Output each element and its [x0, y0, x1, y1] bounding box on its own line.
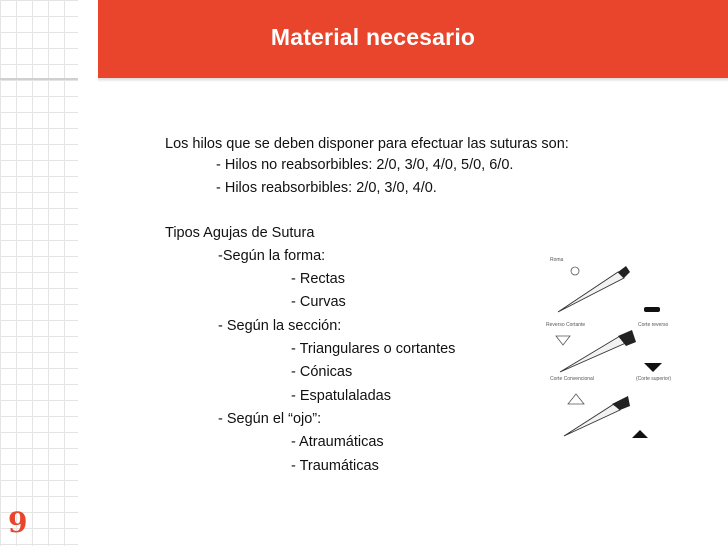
- round-needle-icon: [558, 272, 624, 312]
- triangular-section-icon: [644, 363, 662, 372]
- list-item: - Traumáticas: [291, 458, 379, 474]
- hilos-no-reabsorbibles: - Hilos no reabsorbibles: 2/0, 3/0, 4/0, 5/0, 6/0.: [216, 157, 514, 173]
- needle-types-illustration: [540, 250, 690, 450]
- caption-corte-reverso: Corte reverso: [638, 322, 669, 328]
- segun-ojo-heading: - Según el “ojo”:: [218, 411, 322, 427]
- tipos-agujas-heading: Tipos Agujas de Sutura: [165, 225, 315, 241]
- round-section-icon: [571, 267, 579, 275]
- list-item: - Espatulaladas: [291, 388, 391, 404]
- segun-seccion-heading: - Según la sección:: [218, 318, 342, 334]
- segun-forma-heading: -Según la forma:: [218, 248, 326, 264]
- intro-text: Los hilos que se deben disponer para efectuar las suturas son:: [165, 136, 569, 152]
- reverse-cutting-section-icon: [556, 336, 570, 345]
- caption-roma: Roma: [550, 257, 564, 263]
- hilos-reabsorbibles: - Hilos reabsorbibles: 2/0, 3/0, 4/0.: [216, 180, 437, 196]
- caption-corte-superior: (Corte superior): [636, 376, 672, 382]
- slide-title: Material necesario: [270, 24, 476, 50]
- list-item: - Rectas: [291, 271, 345, 287]
- cutting-needle-icon: [560, 336, 628, 372]
- list-item: - Triangulares o cortantes: [291, 341, 456, 357]
- conventional-section-icon: [568, 394, 584, 404]
- list-item: - Curvas: [291, 294, 346, 310]
- caption-reverso-cortante: Reverso Cortante: [546, 322, 586, 328]
- spatula-section-icon: [632, 430, 648, 438]
- slide-number: 9: [8, 506, 28, 539]
- list-item: - Cónicas: [291, 364, 353, 380]
- spatula-needle-icon: [564, 404, 620, 436]
- flat-section-icon: [644, 307, 660, 312]
- list-item: - Atraumáticas: [291, 434, 384, 450]
- caption-corte-convencional: Corte Convencional: [550, 376, 594, 382]
